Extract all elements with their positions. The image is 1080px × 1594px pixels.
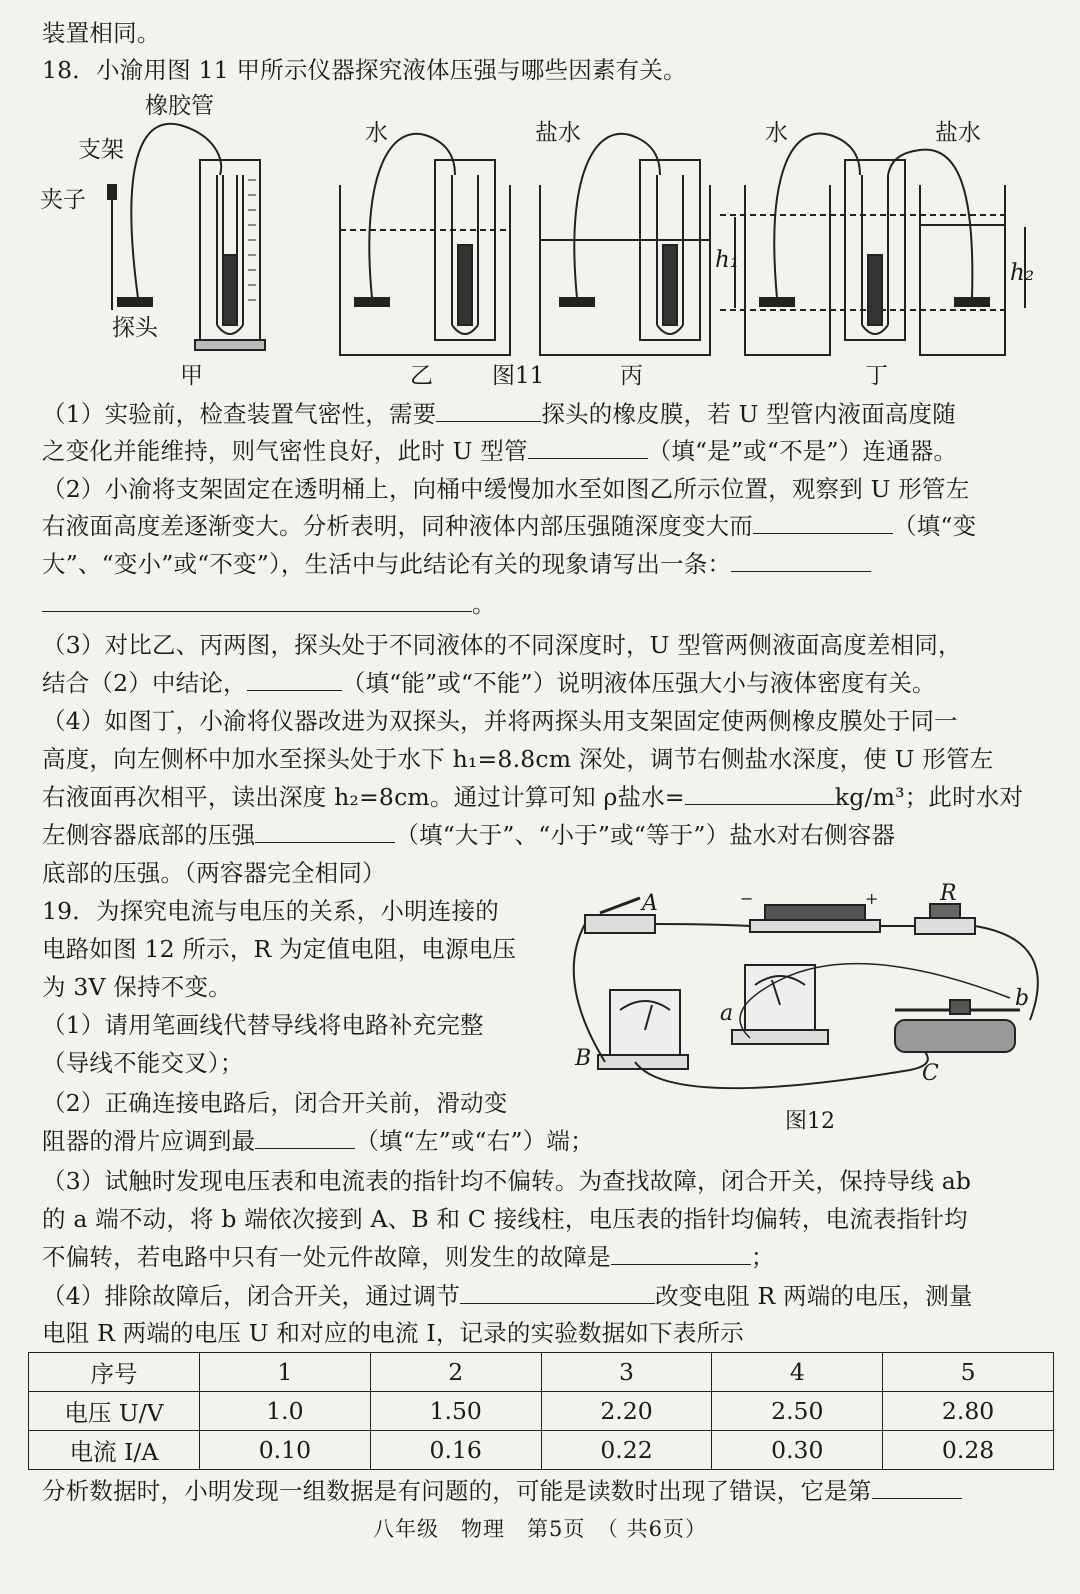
row-header: 电流 I/A bbox=[29, 1431, 200, 1470]
fig11-label: 甲 bbox=[180, 363, 203, 389]
q18-part2-cont: 右液面高度差逐渐变大。分析表明，同种液体内部压强随深度变大而 （填“变 bbox=[42, 512, 977, 540]
q18-part4-cont: 高度，向左侧杯中加水至探头处于水下 h₁=8.8cm 深处，调节右侧盐水深度，使 U 形管左 bbox=[42, 745, 994, 773]
fig12-label: C bbox=[922, 1061, 939, 1086]
answer-blank[interactable] bbox=[685, 782, 835, 805]
table-cell: 2 bbox=[370, 1353, 541, 1392]
table-cell: 0.28 bbox=[883, 1431, 1054, 1470]
q19-part3-cont: 不偏转，若电路中只有一处元件故障，则发生的故障是 ； bbox=[42, 1243, 775, 1271]
q18-part2-cont: 大”、“变小”或“不变”），生活中与此结论有关的现象请写出一条： bbox=[42, 549, 871, 579]
q18-part3-cont: 结合（2）中结论， （填“能”或“不能”）说明液体压强大小与液体密度有关。 bbox=[42, 669, 936, 697]
answer-blank[interactable] bbox=[753, 511, 893, 534]
table-cell: 0.10 bbox=[200, 1431, 371, 1470]
q19-part4-cont: 电阻 R 两端的电压 U 和对应的电流 I，记录的实验数据如下表所示 bbox=[42, 1319, 744, 1347]
fig11-label: h₂ bbox=[1010, 260, 1035, 286]
figure-12 bbox=[560, 880, 1070, 1140]
answer-blank[interactable] bbox=[42, 589, 472, 612]
table-row bbox=[29, 1353, 1054, 1392]
q19-text: 电路如图 12 所示，R 为定值电阻，电源电压 bbox=[42, 935, 517, 963]
fig11-label: 丁 bbox=[865, 363, 888, 389]
fig11-label: 水 bbox=[765, 120, 788, 146]
answer-blank[interactable] bbox=[247, 668, 342, 691]
fig11-label: 水 bbox=[365, 120, 388, 146]
q19-part4: （4）排除故障后，闭合开关，通过调节 改变电阻 R 两端的电压，测量 bbox=[42, 1282, 973, 1310]
q19-part1-cont: （导线不能交叉）； bbox=[42, 1049, 244, 1077]
q18-part2-cont: 。 bbox=[42, 589, 496, 619]
q19-part3-cont: 的 a 端不动，将 b 端依次接到 A、B 和 C 接线柱，电压表的指针均偏转，电流表指针均 bbox=[42, 1205, 968, 1233]
table-row bbox=[29, 1431, 1054, 1470]
q19-part2-cont: 阻器的滑片应调到最 （填“左”或“右”）端； bbox=[42, 1127, 594, 1155]
fig12-label: A bbox=[642, 891, 658, 916]
table-cell: 0.16 bbox=[370, 1431, 541, 1470]
page-footer: 八年级 物理 第5页 （ 共6页） bbox=[373, 1517, 707, 1541]
figure-11 bbox=[30, 85, 1060, 395]
table-cell: 1 bbox=[200, 1353, 371, 1392]
fig12-label: + bbox=[865, 889, 879, 908]
table-cell: 0.22 bbox=[541, 1431, 712, 1470]
fig11-label: 橡胶管 bbox=[145, 93, 214, 119]
fig12-label: − bbox=[740, 889, 754, 908]
row-header: 电压 U/V bbox=[29, 1392, 200, 1431]
table-cell: 2.20 bbox=[541, 1392, 712, 1431]
fig11-label: 夹子 bbox=[40, 187, 86, 213]
q19-part1: （1）请用笔画线代替导线将电路补充完整 bbox=[42, 1011, 484, 1039]
fig11-label: 丙 bbox=[620, 363, 643, 389]
table-cell: 1.50 bbox=[370, 1392, 541, 1431]
q18-part4-cont: 右液面再次相平，读出深度 h₂=8cm。通过计算可知 ρ盐水= kg/m³；此时水对 bbox=[42, 783, 1024, 811]
answer-blank[interactable] bbox=[255, 820, 395, 843]
fig11-label: h₁ bbox=[715, 247, 740, 273]
q18-part3: （3）对比乙、丙两图，探头处于不同液体的不同深度时，U 型管两侧液面高度差相同， bbox=[42, 631, 962, 659]
data-table bbox=[28, 1352, 1054, 1470]
answer-blank[interactable] bbox=[528, 436, 648, 459]
fig11-label: 乙 bbox=[410, 363, 433, 389]
table-cell: 3 bbox=[541, 1353, 712, 1392]
table-row bbox=[29, 1392, 1054, 1431]
fig12-caption: 图12 bbox=[785, 1109, 835, 1134]
row-header: 序号 bbox=[29, 1353, 200, 1392]
fig11-label: 盐水 bbox=[535, 120, 581, 146]
fig12-label: B bbox=[575, 1046, 592, 1071]
fig12-label: R bbox=[940, 881, 957, 906]
fig12-label: a bbox=[720, 1001, 734, 1026]
fig12-label: b bbox=[1015, 986, 1030, 1011]
table-cell: 5 bbox=[883, 1353, 1054, 1392]
table-cell: 1.0 bbox=[200, 1392, 371, 1431]
answer-blank[interactable] bbox=[436, 399, 541, 422]
fig11-label: 探头 bbox=[112, 315, 158, 341]
answer-blank[interactable] bbox=[731, 549, 871, 572]
q18-part4-cont: 底部的压强。（两容器完全相同） bbox=[42, 859, 386, 887]
answer-blank[interactable] bbox=[611, 1242, 751, 1265]
q18-part4-cont: 左侧容器底部的压强 （填“大于”、“小于”或“等于”）盐水对右侧容器 bbox=[42, 821, 896, 849]
q18-part2: （2）小渝将支架固定在透明桶上，向桶中缓慢加水至如图乙所示位置，观察到 U 形管左 bbox=[42, 475, 970, 503]
table-cell: 2.50 bbox=[712, 1392, 883, 1431]
fig11-label: 盐水 bbox=[935, 120, 981, 146]
answer-blank[interactable] bbox=[460, 1281, 655, 1304]
q18-part1-cont: 之变化并能维持，则气密性良好，此时 U 型管 （填“是”或“不是”）连通器。 bbox=[42, 437, 958, 465]
table-cell: 2.80 bbox=[883, 1392, 1054, 1431]
q18-part4: （4）如图丁，小渝将仪器改进为双探头，并将两探头用支架固定使两侧橡皮膜处于同一 bbox=[42, 707, 958, 735]
question-18-title: 18．小渝用图 11 甲所示仪器探究液体压强与哪些因素有关。 bbox=[42, 56, 687, 84]
question-19-title: 19．为探究电流与电压的关系，小明连接的 bbox=[42, 897, 499, 925]
q19-part3: （3）试触时发现电压表和电流表的指针均不偏转。为查找故障，闭合开关，保持导线 ab bbox=[42, 1167, 972, 1195]
fig11-label: 支架 bbox=[78, 137, 124, 163]
q18-part1: （1）实验前，检查装置气密性，需要 探头的橡皮膜，若 U 型管内液面高度随 bbox=[42, 400, 956, 428]
table-cell: 0.30 bbox=[712, 1431, 883, 1470]
answer-blank[interactable] bbox=[872, 1476, 962, 1499]
q19-text: 为 3V 保持不变。 bbox=[42, 973, 232, 1001]
answer-blank[interactable] bbox=[255, 1126, 355, 1149]
q19-analysis: 分析数据时，小明发现一组数据是有问题的，可能是读数时出现了错误，它是第 bbox=[42, 1476, 962, 1506]
q19-part2: （2）正确连接电路后，闭合开关前，滑动变 bbox=[42, 1089, 508, 1117]
text-line: 装置相同。 bbox=[42, 19, 161, 47]
table-cell: 4 bbox=[712, 1353, 883, 1392]
fig11-caption: 图11 bbox=[492, 363, 545, 389]
